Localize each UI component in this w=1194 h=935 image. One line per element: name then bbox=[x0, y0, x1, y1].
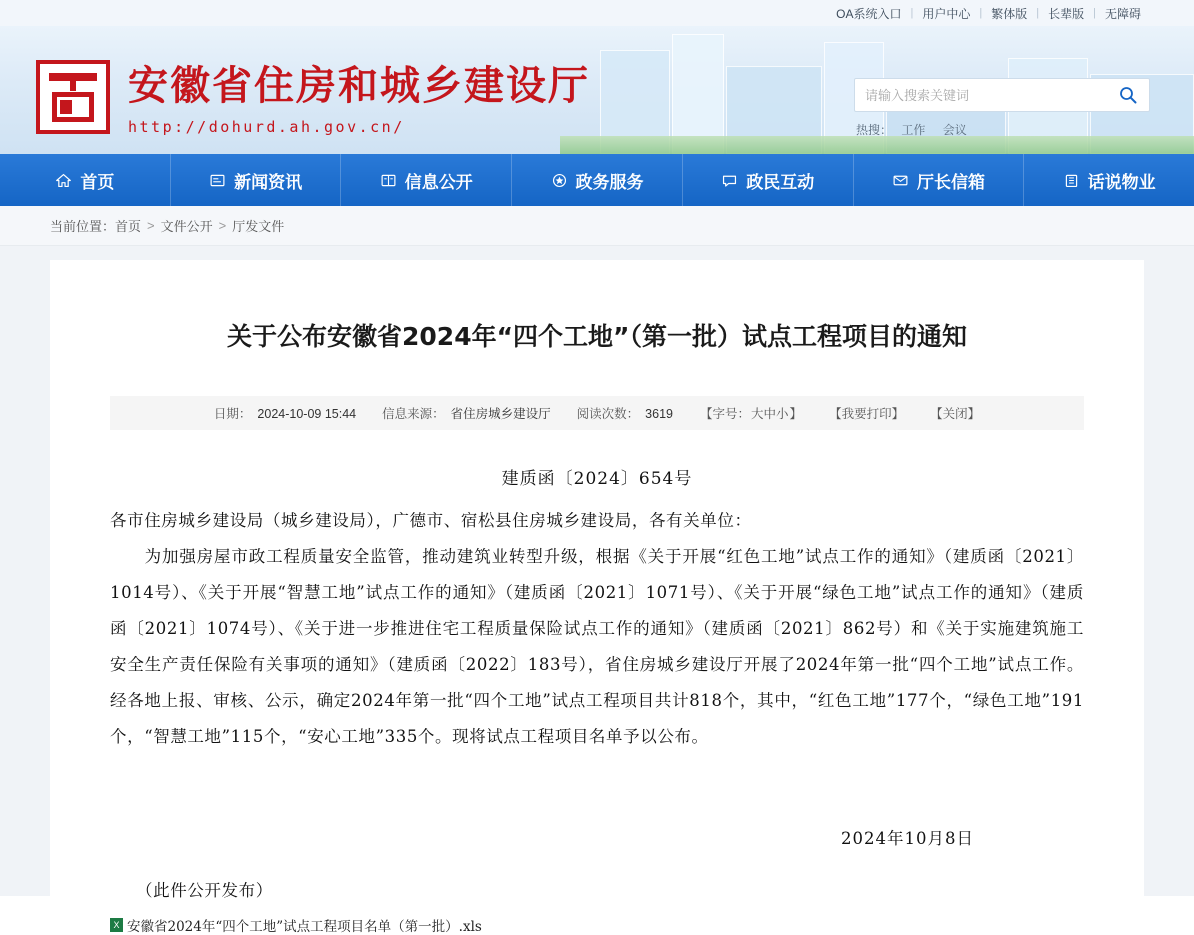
font-size-medium[interactable]: 中 bbox=[763, 406, 777, 421]
meta-source bbox=[382, 404, 551, 422]
close-button[interactable]: 【关闭】 bbox=[930, 406, 981, 421]
nav-item-label: 首页 bbox=[80, 172, 115, 192]
topbar-link-user-center[interactable]: 用户中心 bbox=[922, 6, 971, 21]
meta-font-size-control bbox=[699, 404, 803, 422]
mail-icon bbox=[892, 172, 909, 189]
page-body bbox=[0, 246, 1194, 935]
meta-views bbox=[577, 404, 673, 422]
xls-file-icon: X bbox=[110, 918, 123, 932]
nav-item-director-mailbox[interactable] bbox=[854, 154, 1025, 206]
site-url: http://dohurd.ah.gov.cn/ bbox=[128, 118, 405, 136]
article-paragraph-salutation: 各市住房城乡建设局（城乡建设局），广德市、宿松县住房城乡建设局，各有关单位： bbox=[110, 510, 752, 530]
nav-item-property-talk[interactable] bbox=[1024, 154, 1194, 206]
nav-item-government-service[interactable] bbox=[512, 154, 683, 206]
chat-icon bbox=[721, 172, 738, 189]
nav-item-label: 话说物业 bbox=[1087, 172, 1156, 192]
article-paragraph-body: 为加强房屋市政工程质量安全监管，推动建筑业转型升级，根据《关于开展“红色工地”试点工作的通知》（建质函〔2021〕1014号）、《关于开展“智慧工地”试点工作的通知》（建质函〔2021〕1071号）、《关于开展“绿色工地”试点工作的通知》（建质函〔2021〕1074号）、《关于进一步推进住宅工程质量保险试点工作的通知》（建质函〔2021〕862号）和《关于实施建筑施工安全生产责任保险有关事项的通知》（建质函〔2022〕183号），省住房城乡建设厅开展了2024年第一批“四个工地”试点工作。经各地上报、审核、公示，确定2024年第一批“四个工地”试点工程项目共计818个，其中，“红色工地”177个，“绿色工地”191个，“智慧工地”115个，“安心工地”335个。现将试点工程项目名单予以公布。 bbox=[110, 546, 1084, 746]
breadcrumb bbox=[0, 206, 1194, 246]
meta-views-value: 3619 bbox=[645, 406, 673, 421]
site-title: 安徽省住房和城乡建设厅 bbox=[128, 63, 590, 109]
hot-keyword-work[interactable]: 工作 bbox=[901, 123, 926, 137]
breadcrumb-item-documents[interactable]: 文件公开 bbox=[160, 219, 213, 234]
topbar-separator: | bbox=[979, 7, 983, 19]
article-meta-bar bbox=[110, 396, 1084, 430]
nav-item-label: 政民互动 bbox=[746, 172, 815, 192]
topbar-link-accessibility[interactable]: 无障碍 bbox=[1104, 6, 1141, 21]
document-number: 建质函〔2024〕654号 bbox=[501, 468, 693, 489]
news-icon bbox=[209, 172, 226, 189]
search-input[interactable] bbox=[855, 79, 1107, 111]
topbar-separator: | bbox=[910, 7, 914, 19]
topbar-separator: | bbox=[1093, 7, 1096, 19]
site-logo-area[interactable] bbox=[36, 60, 590, 136]
nav-item-label: 新闻资讯 bbox=[234, 172, 303, 192]
breadcrumb-separator: > bbox=[218, 218, 227, 233]
search-box[interactable] bbox=[854, 78, 1150, 112]
nav-item-label: 厅长信箱 bbox=[916, 172, 985, 192]
search-area bbox=[854, 78, 1150, 138]
print-button[interactable]: 【我要打印】 bbox=[829, 406, 905, 421]
article-container bbox=[50, 260, 1144, 935]
page-title: 关于公布安徽省2024年“四个工地”（第一批）试点工程项目的通知 bbox=[227, 321, 967, 351]
nav-item-label: 信息公开 bbox=[404, 172, 473, 192]
topbar-link-oa[interactable]: OA系统入口 bbox=[836, 6, 902, 21]
nav-item-news[interactable] bbox=[171, 154, 342, 206]
decorative-green-strip bbox=[560, 136, 1194, 154]
meta-date-label: 日期： bbox=[213, 406, 252, 421]
hot-search bbox=[854, 121, 1150, 138]
meta-source-value: 省住房城乡建设厅 bbox=[450, 406, 551, 421]
breadcrumb-item-department-documents[interactable]: 厅发文件 bbox=[232, 219, 285, 234]
service-icon bbox=[551, 172, 568, 189]
meta-source-label: 信息来源： bbox=[382, 406, 445, 421]
topbar-separator: | bbox=[1036, 7, 1040, 19]
font-size-label: 【字号： bbox=[699, 406, 750, 421]
breadcrumb-item-home[interactable]: 首页 bbox=[115, 219, 142, 234]
nav-item-home[interactable] bbox=[0, 154, 171, 206]
hot-keyword-meeting[interactable]: 会议 bbox=[942, 123, 967, 137]
attachment-link[interactable]: 安徽省2024年“四个工地”试点工程项目名单（第一批）.xls bbox=[127, 918, 482, 935]
nav-item-info-disclosure[interactable] bbox=[341, 154, 512, 206]
publish-note: （此件公开发布） bbox=[136, 880, 273, 900]
topbar-link-elder-mode[interactable]: 长辈版 bbox=[1048, 6, 1085, 21]
building-icon bbox=[1063, 172, 1080, 189]
font-size-label-end: 】 bbox=[789, 406, 803, 421]
main-navigation bbox=[0, 154, 1194, 206]
breadcrumb-prefix: 当前位置： bbox=[50, 219, 116, 234]
breadcrumb-separator: > bbox=[147, 218, 155, 233]
font-size-small[interactable]: 小 bbox=[776, 406, 789, 421]
signature-date: 2024年10月8日 bbox=[841, 828, 974, 848]
site-identity bbox=[128, 60, 590, 136]
home-icon bbox=[55, 172, 72, 189]
top-utility-bar bbox=[0, 0, 1194, 26]
meta-views-label: 阅读次数： bbox=[576, 406, 640, 421]
search-button[interactable] bbox=[1107, 79, 1149, 111]
nav-item-interaction[interactable] bbox=[683, 154, 854, 206]
topbar-link-traditional[interactable]: 繁体版 bbox=[991, 6, 1028, 21]
font-size-large[interactable]: 大 bbox=[751, 406, 764, 421]
book-icon bbox=[380, 172, 397, 189]
hot-search-label: 热搜： bbox=[856, 123, 893, 137]
nav-item-label: 政务服务 bbox=[575, 172, 644, 192]
meta-date-value: 2024-10-09 15:44 bbox=[257, 406, 357, 421]
site-banner bbox=[0, 26, 1194, 154]
meta-date bbox=[214, 404, 356, 422]
search-icon bbox=[1118, 85, 1138, 105]
attachment-row[interactable] bbox=[110, 915, 1084, 935]
government-emblem-icon bbox=[36, 60, 110, 134]
